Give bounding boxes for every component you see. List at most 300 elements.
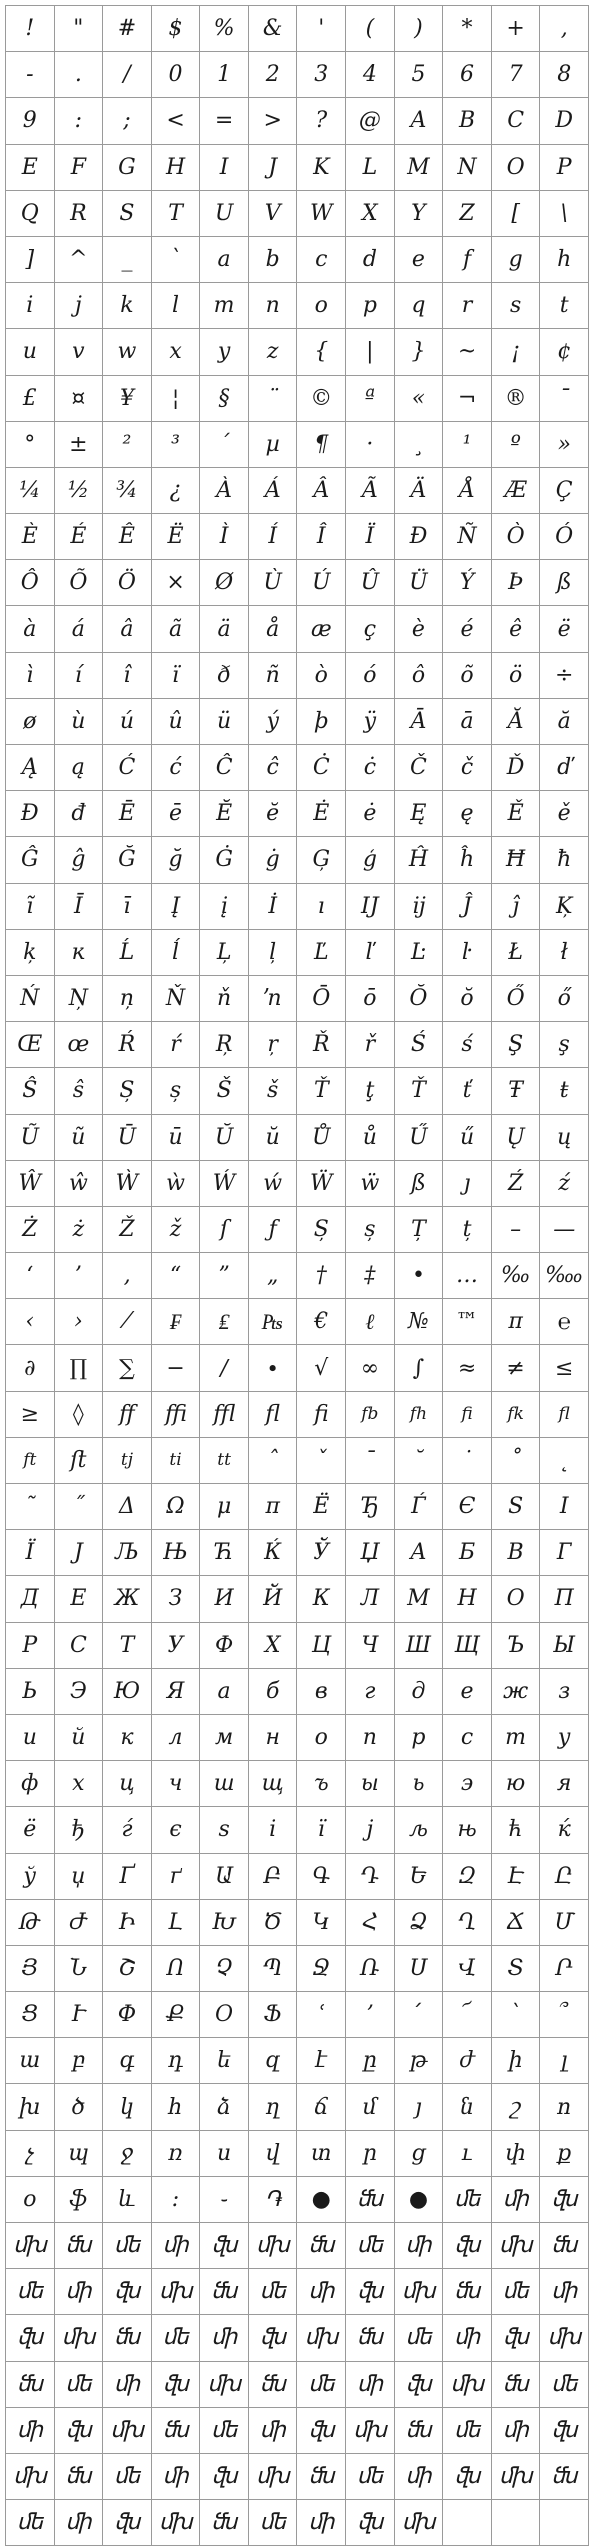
glyph-cell: ˆ xyxy=(249,1438,298,1484)
glyph-cell: Կ xyxy=(297,1900,346,1946)
glyph-cell: С xyxy=(55,1623,104,1669)
glyph-cell: ﬓ xyxy=(249,2362,298,2408)
glyph-cell: ũ xyxy=(55,1115,104,1161)
glyph-cell: ĸ xyxy=(55,930,104,976)
glyph-cell: tj xyxy=(103,1438,152,1484)
glyph-cell: J xyxy=(249,145,298,191)
glyph-cell: ŀ xyxy=(443,930,492,976)
glyph-cell: ì xyxy=(6,653,55,699)
glyph-cell: Ĵ xyxy=(443,884,492,930)
glyph-cell: Е xyxy=(55,1576,104,1622)
glyph-cell: ÷ xyxy=(540,653,589,699)
glyph-cell: Ь xyxy=(6,1669,55,1715)
glyph-cell: ﬗ xyxy=(492,2223,541,2269)
glyph-cell: › xyxy=(55,1299,104,1345)
glyph-cell: Ë xyxy=(152,514,201,560)
glyph-cell: 8 xyxy=(540,52,589,98)
glyph-cell: ç xyxy=(346,606,395,652)
glyph-cell: - xyxy=(6,52,55,98)
glyph-cell: ŧ xyxy=(540,1068,589,1114)
glyph-cell: ւ xyxy=(443,2131,492,2177)
glyph-cell: ю xyxy=(492,1761,541,1807)
glyph-cell: à xyxy=(6,606,55,652)
glyph-cell: ã xyxy=(152,606,201,652)
glyph-cell: é xyxy=(443,606,492,652)
glyph-cell: ¡ xyxy=(492,329,541,375)
glyph-cell: ) xyxy=(395,6,444,52)
glyph-cell: Ó xyxy=(540,514,589,560)
glyph-cell: Y xyxy=(395,191,444,237)
glyph-cell: Ċ xyxy=(297,745,346,791)
glyph-cell: × xyxy=(152,560,201,606)
glyph-cell: ﬓ xyxy=(395,2408,444,2454)
glyph-cell: Č xyxy=(395,745,444,791)
glyph-cell: F xyxy=(55,145,104,191)
glyph-cell: ﬗ xyxy=(6,2223,55,2269)
glyph-cell: ű xyxy=(443,1115,492,1161)
glyph-cell: ÿ xyxy=(346,699,395,745)
glyph-cell: ¥ xyxy=(103,376,152,422)
glyph-cell: В xyxy=(492,1530,541,1576)
glyph-cell: Տ xyxy=(492,1946,541,1992)
glyph-cell: į xyxy=(200,884,249,930)
glyph-cell: 9 xyxy=(6,98,55,144)
glyph-cell: ˇ xyxy=(297,1438,346,1484)
glyph-cell: ՝ xyxy=(492,1992,541,2038)
glyph-cell: Ý xyxy=(443,560,492,606)
glyph-cell: հ xyxy=(152,2084,201,2130)
glyph-cell: ß xyxy=(395,1161,444,1207)
glyph-cell: ĥ xyxy=(443,837,492,883)
glyph-cell: Ē xyxy=(103,791,152,837)
glyph-cell: û xyxy=(152,699,201,745)
glyph-cell: я xyxy=(540,1761,589,1807)
glyph-grid xyxy=(5,5,589,2546)
glyph-cell: ≥ xyxy=(6,1392,55,1438)
glyph-cell: ˝ xyxy=(55,1484,104,1530)
glyph-cell: : xyxy=(55,98,104,144)
glyph-cell: Э xyxy=(55,1669,104,1715)
glyph-cell: Ŗ xyxy=(200,1022,249,1068)
glyph-cell: fh xyxy=(395,1392,444,1438)
glyph-cell: Ț xyxy=(395,1207,444,1253)
glyph-cell: ﬕ xyxy=(395,2454,444,2500)
glyph-cell: й xyxy=(55,1715,104,1761)
glyph-cell: Ā xyxy=(395,699,444,745)
glyph-cell: о xyxy=(297,1715,346,1761)
glyph-cell: á xyxy=(55,606,104,652)
glyph-cell: Փ xyxy=(103,1992,152,2038)
glyph-cell: Ų xyxy=(492,1115,541,1161)
glyph-cell: ˙ xyxy=(443,1438,492,1484)
glyph-cell: ℮ xyxy=(540,1299,589,1345)
glyph-cell: | xyxy=(346,329,395,375)
glyph-cell: € xyxy=(297,1299,346,1345)
glyph-cell: G xyxy=(103,145,152,191)
glyph-cell: µ xyxy=(249,422,298,468)
glyph-cell: х xyxy=(55,1761,104,1807)
glyph-cell: Թ xyxy=(6,1900,55,1946)
glyph-cell: Ը xyxy=(540,1854,589,1900)
glyph-cell: Ы xyxy=(540,1623,589,1669)
glyph-cell: ե xyxy=(200,2038,249,2084)
glyph-cell: ñ xyxy=(249,653,298,699)
glyph-cell: Ü xyxy=(395,560,444,606)
glyph-cell: ﬂ xyxy=(249,1392,298,1438)
glyph-cell: ů xyxy=(346,1115,395,1161)
glyph-cell: ! xyxy=(6,6,55,52)
glyph-cell: ∏ xyxy=(55,1345,104,1391)
glyph-cell: h xyxy=(540,237,589,283)
glyph-cell: ﬖ xyxy=(492,2315,541,2361)
glyph-cell: ց xyxy=(395,2131,444,2177)
glyph-cell: ﬀ xyxy=(103,1392,152,1438)
glyph-cell: ժ xyxy=(443,2038,492,2084)
glyph-cell: ü xyxy=(200,699,249,745)
glyph-cell: Ġ xyxy=(200,837,249,883)
glyph-cell: А xyxy=(395,1530,444,1576)
glyph-cell: Ա xyxy=(200,1854,249,1900)
glyph-cell: Դ xyxy=(346,1854,395,1900)
glyph-cell: Ŕ xyxy=(103,1022,152,1068)
glyph-cell: ș xyxy=(152,1068,201,1114)
glyph-cell: ¦ xyxy=(152,376,201,422)
glyph-cell: Ø xyxy=(200,560,249,606)
glyph-cell: » xyxy=(540,422,589,468)
glyph-cell: Ű xyxy=(395,1115,444,1161)
glyph-cell: Ĺ xyxy=(103,930,152,976)
glyph-cell: Ω xyxy=(152,1484,201,1530)
glyph-cell: Z xyxy=(443,191,492,237)
glyph-cell: ֊ xyxy=(200,2177,249,2223)
glyph-cell: Պ xyxy=(249,1946,298,1992)
glyph-cell: < xyxy=(152,98,201,144)
glyph-cell: ﬕ xyxy=(152,2223,201,2269)
glyph-cell: Գ xyxy=(297,1854,346,1900)
glyph-cell: є xyxy=(152,1807,201,1853)
glyph-cell: ĉ xyxy=(249,745,298,791)
glyph-cell: ր xyxy=(346,2131,395,2177)
glyph-cell: Ï xyxy=(346,514,395,560)
glyph-cell: Т xyxy=(103,1623,152,1669)
glyph-cell: Ч xyxy=(346,1623,395,1669)
glyph-cell: Մ xyxy=(540,1900,589,1946)
glyph-cell: ó xyxy=(346,653,395,699)
glyph-cell: Ä xyxy=(395,468,444,514)
glyph-cell: ĵ xyxy=(492,884,541,930)
glyph-cell: ﬖ xyxy=(297,2408,346,2454)
glyph-cell: ħ xyxy=(540,837,589,883)
glyph-cell: ՚ xyxy=(346,1992,395,2038)
glyph-cell: ﬗ xyxy=(297,2315,346,2361)
glyph-cell: Л xyxy=(346,1576,395,1622)
glyph-cell: Ĥ xyxy=(395,837,444,883)
glyph-cell: ` xyxy=(152,237,201,283)
glyph-cell: ﬁ xyxy=(297,1392,346,1438)
glyph-cell: ŏ xyxy=(443,976,492,1022)
glyph-cell: ﬓ xyxy=(540,2454,589,2500)
glyph-cell: ĝ xyxy=(55,837,104,883)
glyph-cell: Ö xyxy=(103,560,152,606)
glyph-cell: ﬔ xyxy=(6,2500,55,2546)
glyph-cell: ﬓ xyxy=(103,2315,152,2361)
glyph-cell: ј xyxy=(346,1807,395,1853)
glyph-cell: ċ xyxy=(346,745,395,791)
glyph-cell: ռ xyxy=(152,2131,201,2177)
glyph-cell: и xyxy=(6,1715,55,1761)
glyph-cell: ŗ xyxy=(249,1022,298,1068)
glyph-cell: ¬ xyxy=(443,376,492,422)
glyph-cell: Ŧ xyxy=(492,1068,541,1114)
glyph-cell: ы xyxy=(346,1761,395,1807)
glyph-cell: = xyxy=(200,98,249,144)
glyph-cell: İ xyxy=(249,884,298,930)
glyph-cell: É xyxy=(55,514,104,560)
glyph-cell: շ xyxy=(492,2084,541,2130)
glyph-cell: Ć xyxy=(103,745,152,791)
glyph-cell: Օ xyxy=(200,1992,249,2038)
glyph-cell: ﬗ xyxy=(395,2269,444,2315)
glyph-cell: 7 xyxy=(492,52,541,98)
glyph-cell: fk xyxy=(492,1392,541,1438)
glyph-cell: z xyxy=(249,329,298,375)
glyph-cell: ﬖ xyxy=(200,2454,249,2500)
glyph-cell: Õ xyxy=(55,560,104,606)
glyph-cell: № xyxy=(395,1299,444,1345)
glyph-cell: կ xyxy=(103,2084,152,2130)
glyph-cell: ¿ xyxy=(152,468,201,514)
glyph-cell: к xyxy=(103,1715,152,1761)
glyph-cell: â xyxy=(103,606,152,652)
glyph-cell: м xyxy=(200,1715,249,1761)
glyph-cell: · xyxy=(346,422,395,468)
glyph-cell: E xyxy=(6,145,55,191)
glyph-cell: œ xyxy=(55,1022,104,1068)
glyph-cell: Ш xyxy=(395,1623,444,1669)
glyph-cell: ² xyxy=(103,422,152,468)
glyph-cell: Q xyxy=(6,191,55,237)
glyph-cell: m xyxy=(200,283,249,329)
glyph-cell: c xyxy=(297,237,346,283)
glyph-cell: ﬕ xyxy=(200,2315,249,2361)
glyph-cell: ġ xyxy=(249,837,298,883)
glyph-cell: ď xyxy=(540,745,589,791)
glyph-cell: N xyxy=(443,145,492,191)
glyph-cell: դ xyxy=(152,2038,201,2084)
glyph-cell: ½ xyxy=(55,468,104,514)
glyph-cell: Ŀ xyxy=(395,930,444,976)
glyph-cell: ﬗ xyxy=(55,2315,104,2361)
glyph-cell: Ķ xyxy=(540,884,589,930)
glyph-cell: ճ xyxy=(297,2084,346,2130)
glyph-cell: Ľ xyxy=(297,930,346,976)
glyph-cell: \ xyxy=(540,191,589,237)
glyph-cell: ś xyxy=(443,1022,492,1068)
glyph-cell: ē xyxy=(152,791,201,837)
glyph-cell: Ջ xyxy=(297,1946,346,1992)
glyph-cell: ﬗ xyxy=(492,2454,541,2500)
glyph-cell: ŕ xyxy=(152,1022,201,1068)
glyph-cell: ∞ xyxy=(346,1345,395,1391)
glyph-cell: ř xyxy=(346,1022,395,1068)
glyph-cell: ¶ xyxy=(297,422,346,468)
glyph-cell: Я xyxy=(152,1669,201,1715)
glyph-cell: Ô xyxy=(6,560,55,606)
glyph-cell: ն xyxy=(443,2084,492,2130)
glyph-cell: Ռ xyxy=(346,1946,395,1992)
glyph-cell: ﬗ xyxy=(249,2223,298,2269)
glyph-cell: ï xyxy=(152,653,201,699)
glyph-cell: Ń xyxy=(6,976,55,1022)
glyph-cell: ľ xyxy=(346,930,395,976)
glyph-cell: ﬓ xyxy=(152,2408,201,2454)
glyph-cell: ﬕ xyxy=(492,2408,541,2454)
glyph-cell: в xyxy=(297,1669,346,1715)
glyph-cell: t xyxy=(540,283,589,329)
glyph-cell: ẁ xyxy=(152,1161,201,1207)
glyph-cell xyxy=(540,2500,589,2546)
glyph-cell: B xyxy=(443,98,492,144)
glyph-cell: ģ xyxy=(346,837,395,883)
glyph-cell: ջ xyxy=(103,2131,152,2177)
glyph-cell: л xyxy=(152,1715,201,1761)
glyph-cell: Ę xyxy=(395,791,444,837)
glyph-cell: ® xyxy=(492,376,541,422)
glyph-cell: Ñ xyxy=(443,514,492,560)
glyph-cell: ﬔ xyxy=(346,2454,395,2500)
glyph-cell: ¨ xyxy=(249,376,298,422)
glyph-cell: ˘ xyxy=(395,1438,444,1484)
glyph-cell: է xyxy=(297,2038,346,2084)
glyph-cell: ﬕ xyxy=(249,2408,298,2454)
glyph-cell: ﬔ xyxy=(103,2223,152,2269)
glyph-cell: ˚ xyxy=(492,1438,541,1484)
glyph-cell: ą xyxy=(55,745,104,791)
glyph-cell: ﬓ xyxy=(443,2269,492,2315)
glyph-cell: f xyxy=(443,237,492,283)
glyph-cell: ™ xyxy=(443,1299,492,1345)
glyph-cell: R xyxy=(55,191,104,237)
glyph-cell: Ğ xyxy=(103,837,152,883)
glyph-cell: ë xyxy=(540,606,589,652)
glyph-cell: Ò xyxy=(492,514,541,560)
glyph-cell: ß xyxy=(540,560,589,606)
glyph-cell: ō xyxy=(346,976,395,1022)
glyph-cell: ‡ xyxy=(346,1253,395,1299)
glyph-cell: Ő xyxy=(492,976,541,1022)
glyph-cell: Ù xyxy=(249,560,298,606)
glyph-cell: Ѓ xyxy=(395,1484,444,1530)
glyph-cell: у xyxy=(540,1715,589,1761)
glyph-cell: ∑ xyxy=(103,1345,152,1391)
glyph-cell: Ц xyxy=(297,1623,346,1669)
glyph-cell: ? xyxy=(297,98,346,144)
glyph-cell: Ą xyxy=(6,745,55,791)
glyph-cell: ﬓ xyxy=(297,2454,346,2500)
glyph-cell: √ xyxy=(297,1345,346,1391)
glyph-cell: X xyxy=(346,191,395,237)
glyph-cell: Ť xyxy=(395,1068,444,1114)
glyph-cell: Й xyxy=(249,1576,298,1622)
glyph-cell: Շ xyxy=(103,1946,152,1992)
glyph-cell: đ xyxy=(55,791,104,837)
glyph-cell: q xyxy=(395,283,444,329)
glyph-cell: tt xyxy=(200,1438,249,1484)
glyph-cell: Ќ xyxy=(249,1530,298,1576)
glyph-cell: U xyxy=(200,191,249,237)
glyph-cell: č xyxy=(443,745,492,791)
glyph-cell: ň xyxy=(200,976,249,1022)
glyph-cell: ⁄ xyxy=(103,1299,152,1345)
glyph-cell: fl xyxy=(540,1392,589,1438)
glyph-cell: г xyxy=(346,1669,395,1715)
glyph-cell: Ō xyxy=(297,976,346,1022)
glyph-cell: ș xyxy=(346,1207,395,1253)
glyph-cell: ȷ xyxy=(443,1161,492,1207)
glyph-cell: Ẁ xyxy=(103,1161,152,1207)
glyph-cell: ﬗ xyxy=(200,2362,249,2408)
glyph-cell: º xyxy=(492,422,541,468)
glyph-cell: 2 xyxy=(249,52,298,98)
glyph-cell: ж xyxy=(492,1669,541,1715)
glyph-cell: Ծ xyxy=(249,1900,298,1946)
glyph-cell: ﬕ xyxy=(103,2362,152,2408)
glyph-cell: Ş xyxy=(492,1022,541,1068)
glyph-cell: ţ xyxy=(346,1068,395,1114)
glyph-cell: т xyxy=(492,1715,541,1761)
glyph-cell: Խ xyxy=(200,1900,249,1946)
glyph-cell: ‹ xyxy=(6,1299,55,1345)
glyph-cell: ù xyxy=(55,699,104,745)
glyph-cell: п xyxy=(346,1715,395,1761)
glyph-cell: տ xyxy=(297,2131,346,2177)
glyph-cell: } xyxy=(395,329,444,375)
glyph-cell: ﬔ xyxy=(6,2269,55,2315)
glyph-cell: S xyxy=(492,1484,541,1530)
glyph-cell: . xyxy=(55,52,104,98)
glyph-cell: ^ xyxy=(55,237,104,283)
glyph-cell: 4 xyxy=(346,52,395,98)
glyph-cell: • xyxy=(395,1253,444,1299)
glyph-cell: Վ xyxy=(443,1946,492,1992)
glyph-cell: Ś xyxy=(395,1022,444,1068)
glyph-cell: ﬖ xyxy=(152,2362,201,2408)
glyph-cell: ﬖ xyxy=(249,2315,298,2361)
glyph-cell: Ð xyxy=(395,514,444,560)
glyph-cell: ° xyxy=(6,422,55,468)
glyph-cell: ի xyxy=(492,2038,541,2084)
glyph-cell: б xyxy=(249,1669,298,1715)
glyph-cell: + xyxy=(492,6,541,52)
glyph-cell: Ĕ xyxy=(200,791,249,837)
glyph-cell: Ъ xyxy=(492,1623,541,1669)
glyph-cell: Á xyxy=(249,468,298,514)
glyph-cell: Б xyxy=(443,1530,492,1576)
glyph-cell: ь xyxy=(395,1761,444,1807)
glyph-cell: Þ xyxy=(492,560,541,606)
glyph-cell: ¯ xyxy=(540,376,589,422)
glyph-cell: ծ xyxy=(55,2084,104,2130)
glyph-cell: Ֆ xyxy=(249,1992,298,2038)
glyph-cell: ð xyxy=(200,653,249,699)
glyph-cell: э xyxy=(443,1761,492,1807)
glyph-cell: ℓ xyxy=(346,1299,395,1345)
glyph-cell: fi xyxy=(443,1392,492,1438)
glyph-cell: ' xyxy=(297,6,346,52)
glyph-cell: æ xyxy=(297,606,346,652)
glyph-cell: ₣ xyxy=(152,1299,201,1345)
glyph-cell: Ю xyxy=(103,1669,152,1715)
